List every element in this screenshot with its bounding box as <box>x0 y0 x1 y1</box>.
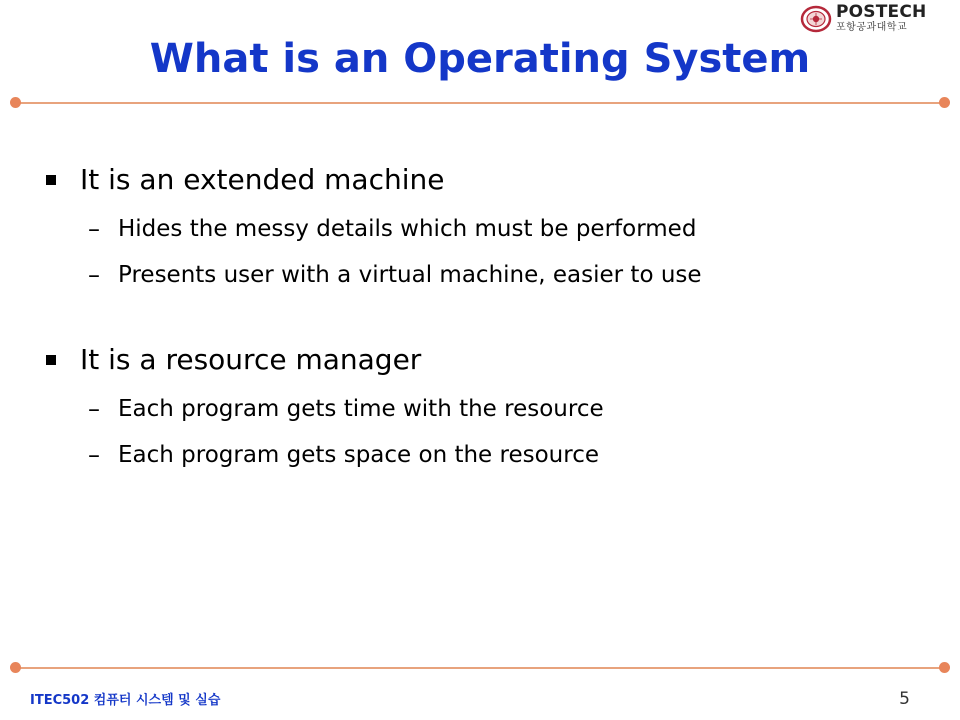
logo-name: POSTECH <box>836 2 927 22</box>
sub-item <box>46 432 926 478</box>
bullet-text: It is a resource manager <box>80 343 422 376</box>
divider-dot <box>10 97 21 108</box>
bullet-text: It is an extended machine <box>80 163 445 196</box>
bullet-group <box>46 340 926 478</box>
logo-subtitle: 포항공과대학교 <box>836 22 908 33</box>
square-bullet-icon <box>46 355 56 365</box>
postech-emblem-icon <box>800 5 832 33</box>
divider-dot <box>939 662 950 673</box>
sub-item-text: Hides the messy details which must be performed <box>118 215 697 242</box>
bullet-group <box>46 160 926 298</box>
sub-item <box>46 252 926 298</box>
top-divider <box>15 102 945 104</box>
slide-title: What is an Operating System <box>149 36 811 82</box>
sub-item <box>46 386 926 432</box>
slide-body <box>46 160 926 478</box>
sub-list <box>46 386 926 478</box>
dash-marker: – <box>88 395 100 423</box>
sub-item-text: Each program gets space on the resource <box>118 441 599 468</box>
dash-marker: – <box>88 441 100 469</box>
square-bullet-icon <box>46 175 56 185</box>
bullet-item <box>46 340 926 380</box>
sub-list <box>46 206 926 298</box>
course-label: ITEC502 컴퓨터 시스템 및 실습 <box>30 693 221 708</box>
sub-item-text: Each program gets time with the resource <box>118 395 604 422</box>
sub-item <box>46 206 926 252</box>
bottom-divider <box>15 667 945 669</box>
dash-marker: – <box>88 215 100 243</box>
page-number: 5 <box>899 689 910 709</box>
sub-item-text: Presents user with a virtual machine, easier to use <box>118 261 702 288</box>
dash-marker: – <box>88 261 100 289</box>
divider-dot <box>10 662 21 673</box>
divider-dot <box>939 97 950 108</box>
postech-logo <box>800 4 926 33</box>
bullet-item <box>46 160 926 200</box>
